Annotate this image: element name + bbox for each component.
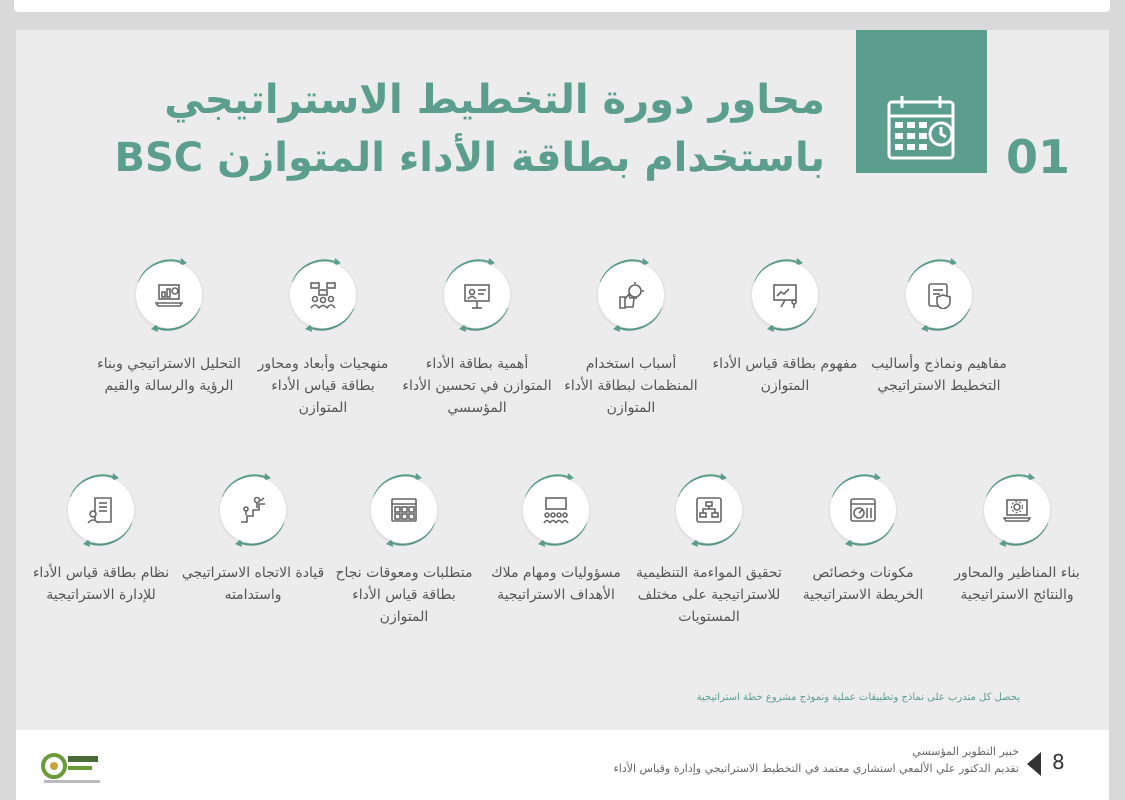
shield-document-icon <box>906 262 972 328</box>
billboard-person-icon <box>444 262 510 328</box>
previous-page-edge <box>14 0 1110 12</box>
arrow-icon <box>1027 752 1041 776</box>
organization-logo-icon <box>40 742 104 788</box>
topic-label: مكونات وخصائص الخريطة الاستراتيجية <box>802 565 924 603</box>
topic-label: التحليل الاستراتيجي وبناء الرؤية والرسالة والقيم <box>97 356 241 394</box>
document-person-icon <box>68 477 134 543</box>
page-title-line2: باستخدام بطاقة الأداء المتوازن BSC <box>114 135 825 181</box>
laptop-gear-icon <box>984 477 1050 543</box>
window-grid-icon <box>371 477 437 543</box>
presentation-icon <box>752 262 818 328</box>
topic-label: تحقيق المواءمة التنظيمية للاستراتيجية على مختلف المستويات <box>636 565 782 625</box>
meeting-screen-icon <box>523 477 589 543</box>
topic-label: منهجيات وأبعاد ومحاور بطاقة قياس الأداء المتوازن <box>257 356 389 416</box>
lightbulb-thumb-icon <box>598 262 664 328</box>
dashboard-gauge-icon <box>830 477 896 543</box>
org-chart-icon <box>676 477 742 543</box>
training-note: يحصل كل متدرب على نماذج وتطبيقات عملية ونموذج مشروع خطة استراتيجية <box>696 692 1020 703</box>
footer-subtitle: تقديم الدكتور علي الألمعي استشاري معتمد في التخطيط الاستراتيجي وإدارة وقياس الأداء <box>613 762 1019 775</box>
topic-label: مسؤوليات ومهام ملاك الأهداف الاستراتيجية <box>491 565 621 603</box>
page-number: 8 <box>1052 750 1065 774</box>
topic-label: أسباب استخدام المنظمات لبطاقة الأداء المتوازن <box>564 356 698 416</box>
topic-label: قيادة الاتجاه الاستراتيجي واستدامته <box>181 565 325 603</box>
footer-title: خبير التطوير المؤسسي <box>912 745 1019 758</box>
topic-label: نظام بطاقة قياس الأداء للإدارة الاستراتيجية <box>32 565 170 603</box>
page-title-line1: محاور دورة التخطيط الاستراتيجي <box>164 77 825 123</box>
team-chat-icon <box>290 262 356 328</box>
laptop-chart-icon <box>136 262 202 328</box>
topic-label: مفاهيم ونماذج وأساليب التخطيط الاستراتيجي <box>871 356 1007 394</box>
topic-label: أهمية بطاقة الأداء المتوازن في تحسين الأداء المؤسسي <box>402 356 552 416</box>
topic-label: بناء المناظير والمحاور والنتائج الاستراتيجية <box>954 565 1080 603</box>
module-header-box <box>856 30 987 173</box>
topic-label: مفهوم بطاقة قياس الأداء المتوازن <box>712 356 858 394</box>
module-number: 01 <box>1005 130 1070 184</box>
leader-stairs-icon <box>220 477 286 543</box>
calendar-icon <box>856 30 987 173</box>
topic-label: متطلبات ومعوقات نجاح بطاقة قياس الأداء المتوازن <box>335 565 473 625</box>
